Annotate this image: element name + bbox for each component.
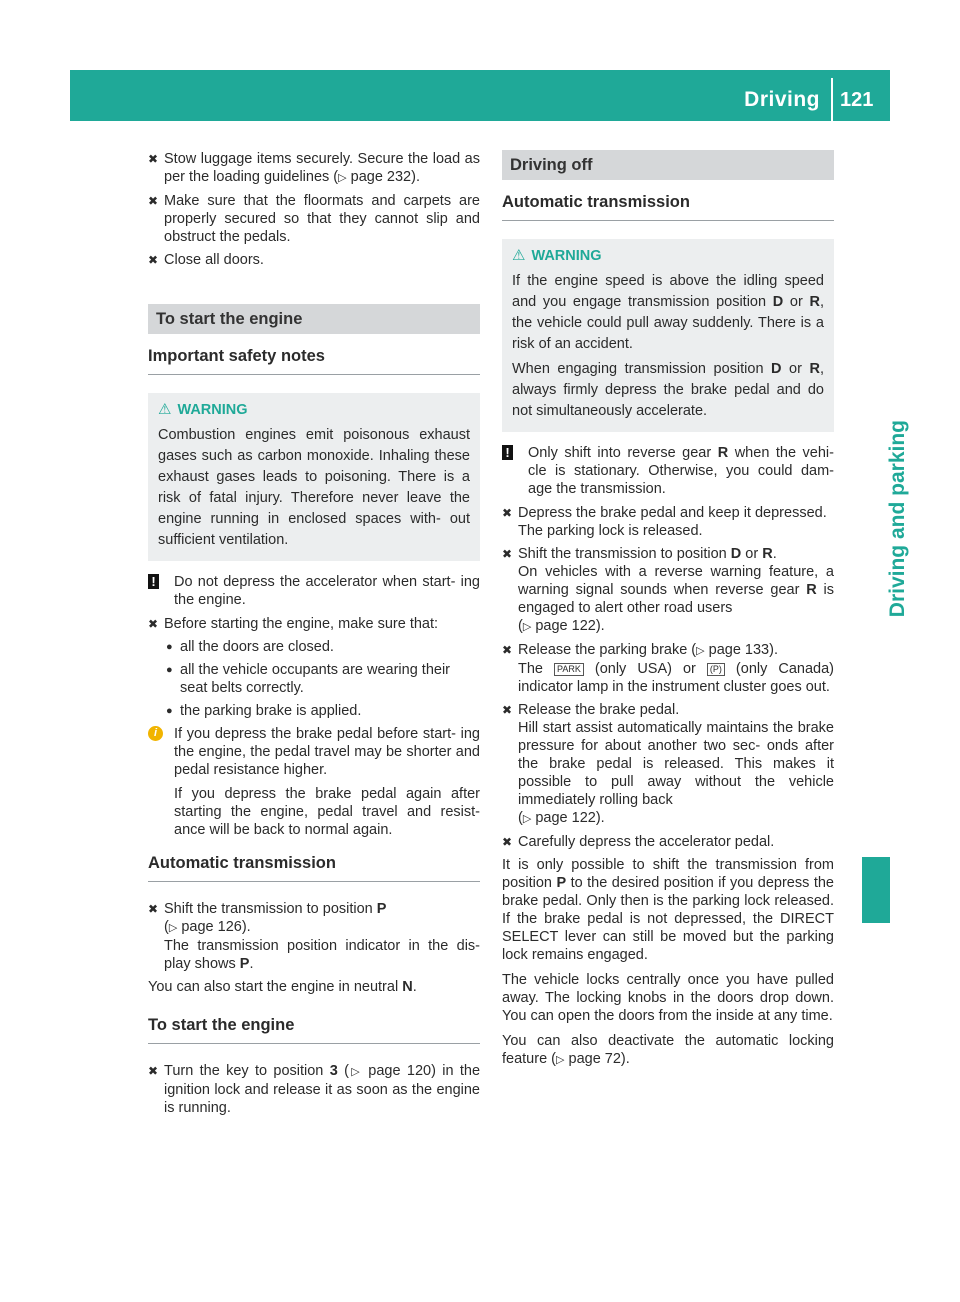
side-tab bbox=[856, 420, 909, 630]
warning-triangle-icon: ⚠ bbox=[512, 247, 526, 264]
list-item: ✖ Make sure that the floormats and carpets are properly secured so that they cannot slip and obstruct the pedals. bbox=[148, 193, 480, 245]
side-tab-marker bbox=[862, 857, 890, 923]
list-item: ✖ Stow luggage items securely. Secure the load as per the loading guidelines (▷ page 232). bbox=[148, 151, 480, 185]
page-ref-link[interactable]: page 126 bbox=[181, 919, 242, 935]
arrow-bullet-icon: ✖ bbox=[502, 547, 513, 561]
warning-triangle-icon: ⚠ bbox=[158, 401, 172, 418]
section-title: Driving off bbox=[502, 150, 834, 180]
subsection-title: Important safety notes bbox=[148, 344, 480, 375]
arrow-bullet-icon: ✖ bbox=[148, 902, 159, 916]
sub-list-item: ● all the vehicle occupants are wearing their seat belts correctly. bbox=[166, 662, 451, 696]
page-ref-icon: ▷ bbox=[522, 621, 532, 633]
dot-bullet-icon: ● bbox=[166, 705, 173, 717]
subsection-title: To start the engine bbox=[148, 1013, 480, 1044]
sub-list-item: ● the parking brake is applied. bbox=[166, 703, 362, 719]
left-column: ✖ Stow luggage items securely. Secure the load as per the loading guidelines (▷ page 232). ✖ Make sure that the floormats and carpets are properly secured so that they cannot slip and obstruct the pedals. ✖ Close all doors. To start the engine Important safety notes ⚠ WARNING Combustion engines emit poisonous exhaust gases such as carbon monoxide. Inhaling these exhaust gases leads to poisoning. There is a risk of fatal injury. Therefore never leave the engine running in enclosed spaces with- out sufficient ventilation. ! Do not depress the accelerator when start- ing the engine. ✖ Before starting the engine, make sure that: ● all the doors are closed. ● all the vehicle occupants are wearing their seat belts correctly. ● the parking brake is applied. i If you depress the brake pedal before start- ing the engine, the pedal travel may be shorter and pedal resistance higher. If you depress the brake pedal again after starting the engine, pedal travel and resist- ance will be back to normal again. Automatic transmission ✖ Shift the transmission to position P (▷ page 126). The transmission position indicator in the dis- play shows P. You can also start the engine in neutral N. To start the engine ✖ Turn the key to position 3 (▷ page 120) in the ignition lock and release it as soon as the engine is running. bbox=[148, 151, 481, 1116]
parking-brake-indicator-icon: (P) bbox=[707, 663, 725, 676]
warning-box: ⚠ WARNING If the engine speed is above the idling speed and you engage transmission position D or R, the vehicle could pull away suddenly. There is a risk of an accident. When engaging transmission position D or R, always firmly depress the brake pedal and do not simultaneously accelerate. bbox=[502, 239, 834, 432]
header-divider bbox=[831, 78, 833, 121]
subsection-title: Automatic transmission bbox=[148, 851, 480, 882]
page-ref-icon: ▷ bbox=[168, 922, 178, 934]
dot-bullet-icon: ● bbox=[166, 664, 173, 676]
list-item: ✖ Close all doors. bbox=[148, 252, 264, 268]
chapter-title: Driving bbox=[744, 88, 820, 111]
list-item: ✖ Depress the brake pedal and keep it depressed. The parking lock is released. bbox=[502, 505, 827, 539]
page-ref-link[interactable]: page 122 bbox=[535, 810, 596, 826]
arrow-bullet-icon: ✖ bbox=[148, 253, 159, 267]
page-ref-link[interactable]: page 120 bbox=[368, 1063, 432, 1079]
warning-box: ⚠ WARNING Combustion engines emit poisonous exhaust gases such as carbon monoxide. Inhaling these exhaust gases leads to poisoning. There is a risk of fatal injury. Therefore never leave the engine running in enclosed spaces with- out sufficient ventilation. bbox=[148, 393, 480, 561]
arrow-bullet-icon: ✖ bbox=[502, 643, 513, 657]
page-ref-icon: ▷ bbox=[338, 172, 347, 184]
exclamation-icon: ! bbox=[502, 445, 513, 460]
info-note: i If you depress the brake pedal before start- ing the engine, the pedal travel may be shorter and pedal resistance higher. If you depress the brake pedal again after starting the engine, pedal travel and resist- ance will be back to normal again. bbox=[148, 725, 480, 839]
caution-note: ! Only shift into reverse gear R when the vehi- cle is stationary. Otherwise, you could dam- age the transmission. bbox=[502, 444, 834, 498]
caution-note: ! Do not depress the accelerator when start- ing the engine. bbox=[148, 573, 480, 609]
list-item: ✖ Shift the transmission to position D or R. On vehicles with a reverse warning feature, a warning signal sounds when reverse gear R is engaged to alert other road users (▷ page 122). bbox=[502, 546, 834, 634]
page-ref-icon: ▷ bbox=[696, 645, 705, 657]
exclamation-icon: ! bbox=[148, 574, 159, 589]
page-number: 121 bbox=[840, 89, 874, 111]
list-item: ✖ Shift the transmission to position P (▷ page 126). The transmission position indicator in the dis- play shows P. bbox=[148, 901, 480, 972]
page-ref-icon: ▷ bbox=[348, 1066, 362, 1078]
page-ref-link[interactable]: page 133 bbox=[708, 642, 770, 658]
side-tab-label: Driving and parking bbox=[886, 420, 909, 618]
page-ref-icon: ▷ bbox=[522, 813, 532, 825]
list-item: ✖ Release the parking brake (▷ page 133). The PARK (only USA) or (P) (only Canada) indicator lamp in the instrument cluster goes out. bbox=[502, 642, 834, 695]
arrow-bullet-icon: ✖ bbox=[502, 703, 513, 717]
page-ref-link[interactable]: page 122 bbox=[535, 618, 596, 634]
list-item: ✖ Turn the key to position 3 (▷ page 120) in the ignition lock and release it as soon as the engine is running. bbox=[148, 1063, 481, 1116]
arrow-bullet-icon: ✖ bbox=[148, 617, 159, 631]
arrow-bullet-icon: ✖ bbox=[148, 194, 159, 208]
page-ref-icon: ▷ bbox=[556, 1054, 565, 1066]
arrow-bullet-icon: ✖ bbox=[502, 835, 513, 849]
sub-list-item: ● all the doors are closed. bbox=[166, 639, 334, 655]
list-item: ✖ Release the brake pedal. Hill start assist automatically maintains the brake pressure for about another two sec- onds after the brake pedal is released. This makes it possible to pull away without the vehicle immediately rolling back (▷ page 122). bbox=[502, 702, 834, 826]
right-column: Driving off Automatic transmission ⚠ WARNING If the engine speed is above the idling speed and you engage transmission position D or R, the vehicle could pull away suddenly. There is a risk of an accident. When engaging transmission position D or R, always firmly depress the brake pedal and do not simultaneously accelerate. ! Only shift into reverse gear R when the vehi- cle is stationary. Otherwise, you could dam- age the transmission. ✖ Depress the brake pedal and keep it depressed. The parking lock is released. ✖ Shift the transmission to position D or R. On vehicles with a reverse warning feature, a warning signal sounds when reverse gear R is engaged to alert other road users (▷ page 122). ✖ Release the parking brake (▷ page 133). The PARK (only USA) or (P) (only Canada) indicator lamp in the instrument cluster goes out. ✖ Release the brake pedal. Hill start assist automatically maintains the brake pressure for about another two sec- onds after the brake pedal is released. This makes it possible to pull away without the vehicle immediately rolling back (▷ page 122). ✖ Carefully depress the accelerator pedal. It is only possible to shift the transmission from position P to the desired position if you depress the brake pedal. Only then is the parking lock released. If the brake pedal is not depressed, the DIRECT SELECT lever can still be moved but the parking lock remains engaged. The vehicle locks centrally once you have pulled away. The locking knobs in the doors drop down. You can open the doors from the inside at any time. You can also deactivate the automatic locking feature (▷ page 72). bbox=[502, 150, 834, 1076]
subsection-title: Automatic transmission bbox=[502, 190, 834, 221]
section-title: To start the engine bbox=[148, 304, 480, 334]
page-ref-link[interactable]: page 232 bbox=[350, 169, 412, 185]
park-indicator-icon: PARK bbox=[554, 663, 584, 676]
arrow-bullet-icon: ✖ bbox=[148, 152, 159, 166]
info-icon: i bbox=[148, 726, 163, 741]
dot-bullet-icon: ● bbox=[166, 641, 173, 653]
arrow-bullet-icon: ✖ bbox=[148, 1064, 159, 1078]
arrow-bullet-icon: ✖ bbox=[502, 506, 513, 520]
page-ref-link[interactable]: page 72 bbox=[568, 1051, 621, 1067]
list-item: ✖ Before starting the engine, make sure that: bbox=[148, 616, 439, 632]
list-item: ✖ Carefully depress the accelerator pedal. bbox=[502, 834, 775, 850]
